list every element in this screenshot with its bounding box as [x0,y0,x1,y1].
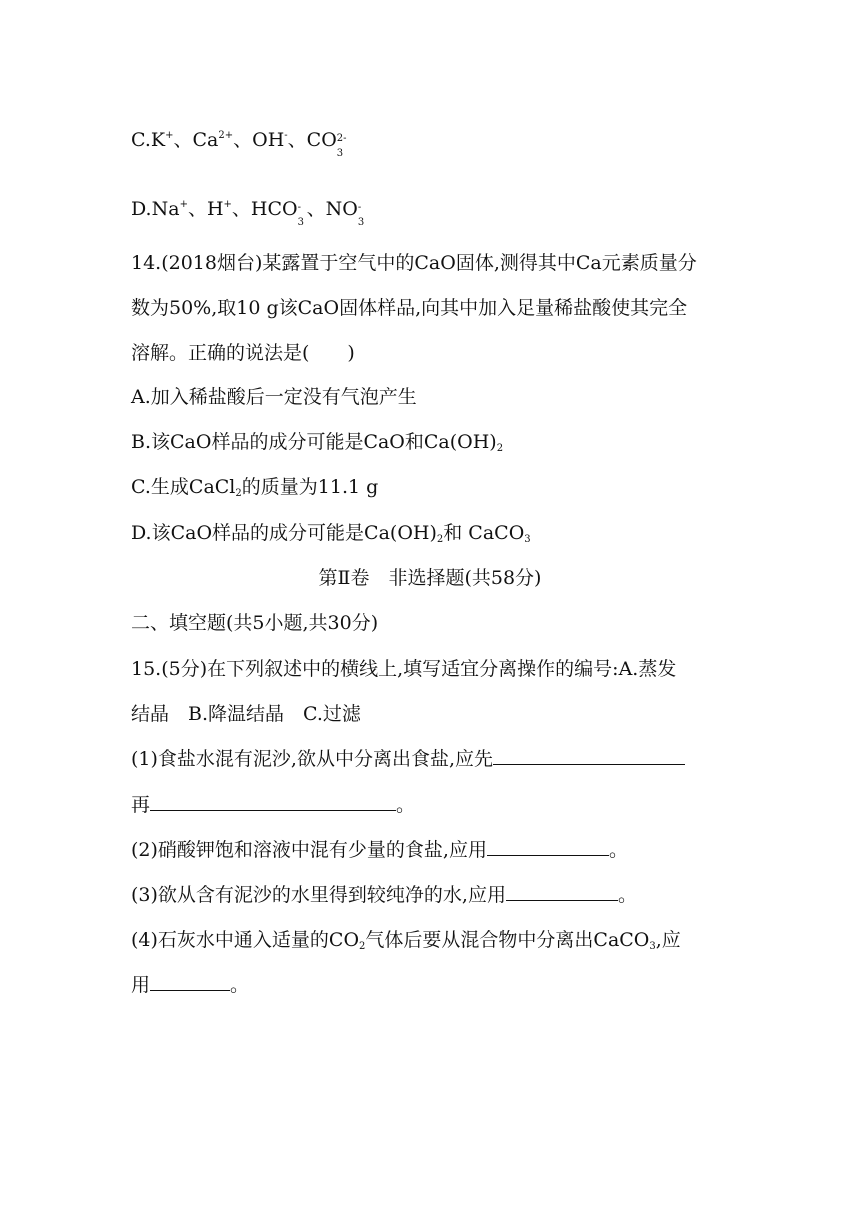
sup-sub-stack [336,132,347,159]
q15-stem-line2: 结晶 B.降温结晶 C.过滤 [131,703,361,725]
superscript: - [284,130,288,141]
subscript: 2 [235,488,242,499]
superscript: - [357,202,362,213]
q14-option-b [131,429,503,455]
answer-blank[interactable] [487,837,609,856]
question-text: 。 [617,884,637,906]
option-text: 、Ca [173,129,219,151]
subscript: 3 [297,217,304,228]
part2-header: 二、填空题(共5小题,共30分) [131,612,379,634]
answer-blank[interactable] [150,792,396,811]
q15-sub1-line1 [131,746,685,772]
superscript: + [179,199,188,210]
option-text: 、H [187,198,224,220]
q15-stem-line1: 15.(5分)在下列叙述中的横线上,填写适宜分离操作的编号:A.蒸发 [131,658,677,680]
question-text: 气体后要从混合物中分离出CaCO [365,929,650,951]
q14-stem-line3: 溶解。正确的说法是( ) [131,342,355,364]
option-text: 、NO [306,198,358,220]
option-text: B.该CaO样品的成分可能是CaO和Ca(OH) [131,431,497,453]
superscript: 2- [336,133,347,144]
question-text: (3)欲从含有泥沙的水里得到较纯净的水,应用 [131,884,506,906]
option-text: C.K [131,129,166,151]
option-text: D.该CaO样品的成分可能是Ca(OH) [131,522,437,544]
q15-sub3 [131,882,637,908]
q14-option-d [131,520,531,546]
subscript: 2 [496,443,504,454]
option-text: 和 CaCO [443,522,525,544]
q15-sub2 [131,837,628,863]
subscript: 3 [357,217,365,228]
question-text: (4)石灰水中通入适量的CO [131,929,360,951]
option-text: D.Na [131,198,180,220]
option-text: 、HCO [231,198,298,220]
option-text: 的质量为11.1 g [241,476,379,498]
q14-option-c [131,474,378,500]
question-text: (1)食盐水混有泥沙,欲从中分离出食盐,应先 [131,748,493,770]
q13-option-d [131,196,367,228]
superscript: 2+ [218,130,234,141]
question-text: 。 [396,794,416,816]
superscript: - [297,202,301,213]
q14-option-a: A.加入稀盐酸后一定没有气泡产生 [131,386,417,408]
question-text: ,应 [655,929,681,951]
q14-stem-line2: 数为50%,取10 g该CaO固体样品,向其中加入足量稀盐酸使其完全 [131,297,688,319]
question-text: 再 [131,794,151,816]
question-text: 。 [230,974,250,996]
answer-blank[interactable] [150,972,230,991]
subscript: 3 [649,941,656,952]
option-text: 、OH [233,129,285,151]
q13-option-c [131,127,347,159]
subscript: 2 [436,534,444,545]
sup-sub-stack [357,201,367,228]
question-text: 。 [608,839,628,861]
answer-blank[interactable] [506,882,618,901]
answer-blank[interactable] [493,746,685,765]
question-text: (2)硝酸钾饱和溶液中混有少量的食盐,应用 [131,839,487,861]
option-text: 、CO [287,129,337,151]
q15-sub4-line1 [131,927,681,953]
subscript: 3 [336,148,344,159]
question-text: 用 [131,974,151,996]
superscript: + [165,130,174,141]
option-text: C.生成CaCl [131,476,236,498]
q15-sub4-line2 [131,972,249,998]
q14-stem-line1: 14.(2018烟台)某露置于空气中的CaO固体,测得其中Ca元素质量分 [131,252,697,274]
subscript: 2 [359,941,366,952]
sup-sub-stack [297,201,307,228]
subscript: 3 [524,534,531,545]
superscript: + [223,199,232,210]
q15-sub1-line2 [131,792,415,818]
section-title: 第Ⅱ卷 非选择题(共58分) [318,567,542,589]
